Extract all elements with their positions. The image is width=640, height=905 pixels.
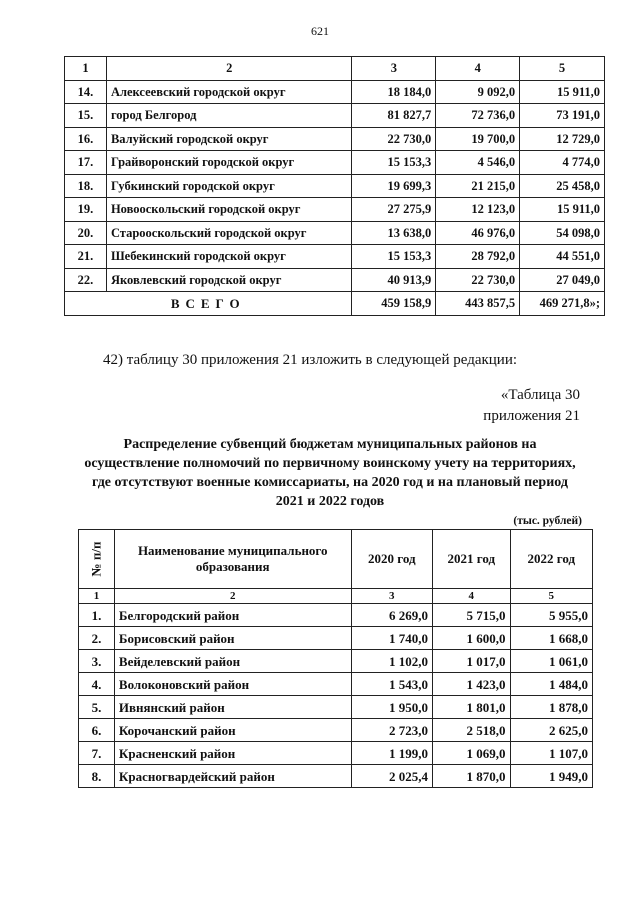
table-cell: Старооскольский городской округ	[106, 221, 352, 245]
table-cell: Борисовский район	[114, 627, 351, 650]
column-header-2020: 2020 год	[351, 530, 432, 589]
column-header-number	[79, 530, 115, 589]
table-cell: 1 949,0	[510, 765, 592, 788]
table-cell: 73 191,0	[520, 104, 605, 128]
table-row	[65, 198, 605, 222]
table-cell: 40 913,9	[352, 268, 436, 292]
table-cell: 1 199,0	[351, 742, 432, 765]
table-cell: 22 730,0	[352, 127, 436, 151]
table-row	[79, 696, 593, 719]
table-cell: 5 715,0	[433, 604, 511, 627]
column-index-row	[79, 589, 593, 604]
table-row	[79, 765, 593, 788]
table-cell: 1 740,0	[351, 627, 432, 650]
column-header: 5	[520, 57, 605, 81]
table-cell: Новооскольский городской округ	[106, 198, 352, 222]
table-cell: 54 098,0	[520, 221, 605, 245]
table-cell: 6 269,0	[351, 604, 432, 627]
table-cell: 46 976,0	[436, 221, 520, 245]
table-row	[79, 627, 593, 650]
table-row	[65, 151, 605, 175]
column-index: 3	[351, 589, 432, 604]
number-header-label: № п/п	[88, 541, 104, 577]
table-cell: 1 870,0	[433, 765, 511, 788]
total-2022: 469 271,8»;	[520, 292, 605, 316]
table-row	[65, 80, 605, 104]
table-cell: 16.	[65, 127, 107, 151]
column-header: 4	[436, 57, 520, 81]
municipal-okrug-table	[64, 56, 605, 316]
table-cell: 19 699,3	[352, 174, 436, 198]
table-cell: 15 153,3	[352, 151, 436, 175]
column-index: 5	[510, 589, 592, 604]
table-cell: 2 518,0	[433, 719, 511, 742]
table-cell: 25 458,0	[520, 174, 605, 198]
table-cell: 12 123,0	[436, 198, 520, 222]
units-label: (тыс. рублей)	[513, 515, 582, 527]
table-cell: 1 107,0	[510, 742, 592, 765]
table-cell: 4 546,0	[436, 151, 520, 175]
table-cell: 1 484,0	[510, 673, 592, 696]
table-row	[79, 604, 593, 627]
table-cell: Ивнянский район	[114, 696, 351, 719]
table-cell: 18 184,0	[352, 80, 436, 104]
table-row	[65, 268, 605, 292]
table-cell: 17.	[65, 151, 107, 175]
table-cell: 18.	[65, 174, 107, 198]
table-cell: 2 025,4	[351, 765, 432, 788]
column-header: 2	[106, 57, 352, 81]
table-cell: 1 069,0	[433, 742, 511, 765]
table-cell: 13 638,0	[352, 221, 436, 245]
table-cell: 21 215,0	[436, 174, 520, 198]
table-ref-line-2: приложения 21	[483, 408, 580, 424]
column-index: 4	[433, 589, 511, 604]
column-header: 3	[352, 57, 436, 81]
table-cell: 1 801,0	[433, 696, 511, 719]
table-cell: 1 950,0	[351, 696, 432, 719]
table-cell: 44 551,0	[520, 245, 605, 269]
table-row	[65, 104, 605, 128]
table-row	[79, 673, 593, 696]
table-cell: 27 049,0	[520, 268, 605, 292]
table-row	[79, 650, 593, 673]
table-cell: Алексеевский городской округ	[106, 80, 352, 104]
table-row	[79, 719, 593, 742]
table-reference	[483, 385, 580, 427]
table-cell: 19 700,0	[436, 127, 520, 151]
table-cell: Грайворонский городской округ	[106, 151, 352, 175]
table-cell: 27 275,9	[352, 198, 436, 222]
table-cell: 22 730,0	[436, 268, 520, 292]
total-label: ВСЕГО	[65, 292, 352, 316]
table-cell: 1.	[79, 604, 115, 627]
table-row	[79, 742, 593, 765]
table-cell: Корочанский район	[114, 719, 351, 742]
table-cell: 8.	[79, 765, 115, 788]
table-row	[65, 174, 605, 198]
column-header-2022: 2022 год	[510, 530, 592, 589]
table-row	[65, 221, 605, 245]
table-cell: 15 153,3	[352, 245, 436, 269]
table-cell: 20.	[65, 221, 107, 245]
table-cell: Губкинский городской округ	[106, 174, 352, 198]
table-cell: 4 774,0	[520, 151, 605, 175]
table-cell: 22.	[65, 268, 107, 292]
total-row	[65, 292, 605, 316]
table-cell: 2.	[79, 627, 115, 650]
table-cell: 1 061,0	[510, 650, 592, 673]
table-cell: 1 017,0	[433, 650, 511, 673]
table-cell: 14.	[65, 80, 107, 104]
table-cell: 19.	[65, 198, 107, 222]
table-cell: 1 878,0	[510, 696, 592, 719]
total-2020: 459 158,9	[352, 292, 436, 316]
column-header: 1	[65, 57, 107, 81]
table-cell: город Белгород	[106, 104, 352, 128]
table-cell: Красногвардейский район	[114, 765, 351, 788]
table-cell: Красненский район	[114, 742, 351, 765]
table-cell: 28 792,0	[436, 245, 520, 269]
table-cell: 12 729,0	[520, 127, 605, 151]
instruction-text: 42) таблицу 30 приложения 21 изложить в следующей редакции:	[103, 352, 518, 368]
table-cell: 15 911,0	[520, 198, 605, 222]
table-cell: Шебекинский городской округ	[106, 245, 352, 269]
column-header-2021: 2021 год	[433, 530, 511, 589]
table-cell: 5.	[79, 696, 115, 719]
table-title: Распределение субвенций бюджетам муниципальных районов на осуществление полномочий по первичному воинскому учету на территориях, где отсутствуют военные комиссариаты, на 2020 год и на плановый период 2021 и 2022 годов	[84, 437, 576, 509]
table-header-row	[79, 530, 593, 589]
table-cell: 3.	[79, 650, 115, 673]
table-header-row	[65, 57, 605, 81]
table-cell: 21.	[65, 245, 107, 269]
table-cell: 2 723,0	[351, 719, 432, 742]
column-header-name: Наименование муниципального образования	[114, 530, 351, 589]
table-cell: 1 102,0	[351, 650, 432, 673]
table-cell: 15.	[65, 104, 107, 128]
table-cell: 5 955,0	[510, 604, 592, 627]
table-cell: 81 827,7	[352, 104, 436, 128]
table-cell: Белгородский район	[114, 604, 351, 627]
subvention-table	[78, 529, 593, 788]
table-cell: 1 423,0	[433, 673, 511, 696]
column-index: 2	[114, 589, 351, 604]
table-row	[65, 245, 605, 269]
table-row	[65, 127, 605, 151]
table-cell: 1 668,0	[510, 627, 592, 650]
table-cell: 1 600,0	[433, 627, 511, 650]
table-cell: 7.	[79, 742, 115, 765]
table-cell: Яковлевский городской округ	[106, 268, 352, 292]
table-cell: Валуйский городской округ	[106, 127, 352, 151]
table-cell: 1 543,0	[351, 673, 432, 696]
table-cell: Волоконовский район	[114, 673, 351, 696]
table-cell: 9 092,0	[436, 80, 520, 104]
page-number: 621	[311, 24, 329, 38]
total-2021: 443 857,5	[436, 292, 520, 316]
table-cell: Вейделевский район	[114, 650, 351, 673]
column-index: 1	[79, 589, 115, 604]
table-ref-line-1: «Таблица 30	[500, 387, 580, 403]
table-cell: 2 625,0	[510, 719, 592, 742]
table-cell: 4.	[79, 673, 115, 696]
table-cell: 72 736,0	[436, 104, 520, 128]
table-cell: 15 911,0	[520, 80, 605, 104]
table-cell: 6.	[79, 719, 115, 742]
